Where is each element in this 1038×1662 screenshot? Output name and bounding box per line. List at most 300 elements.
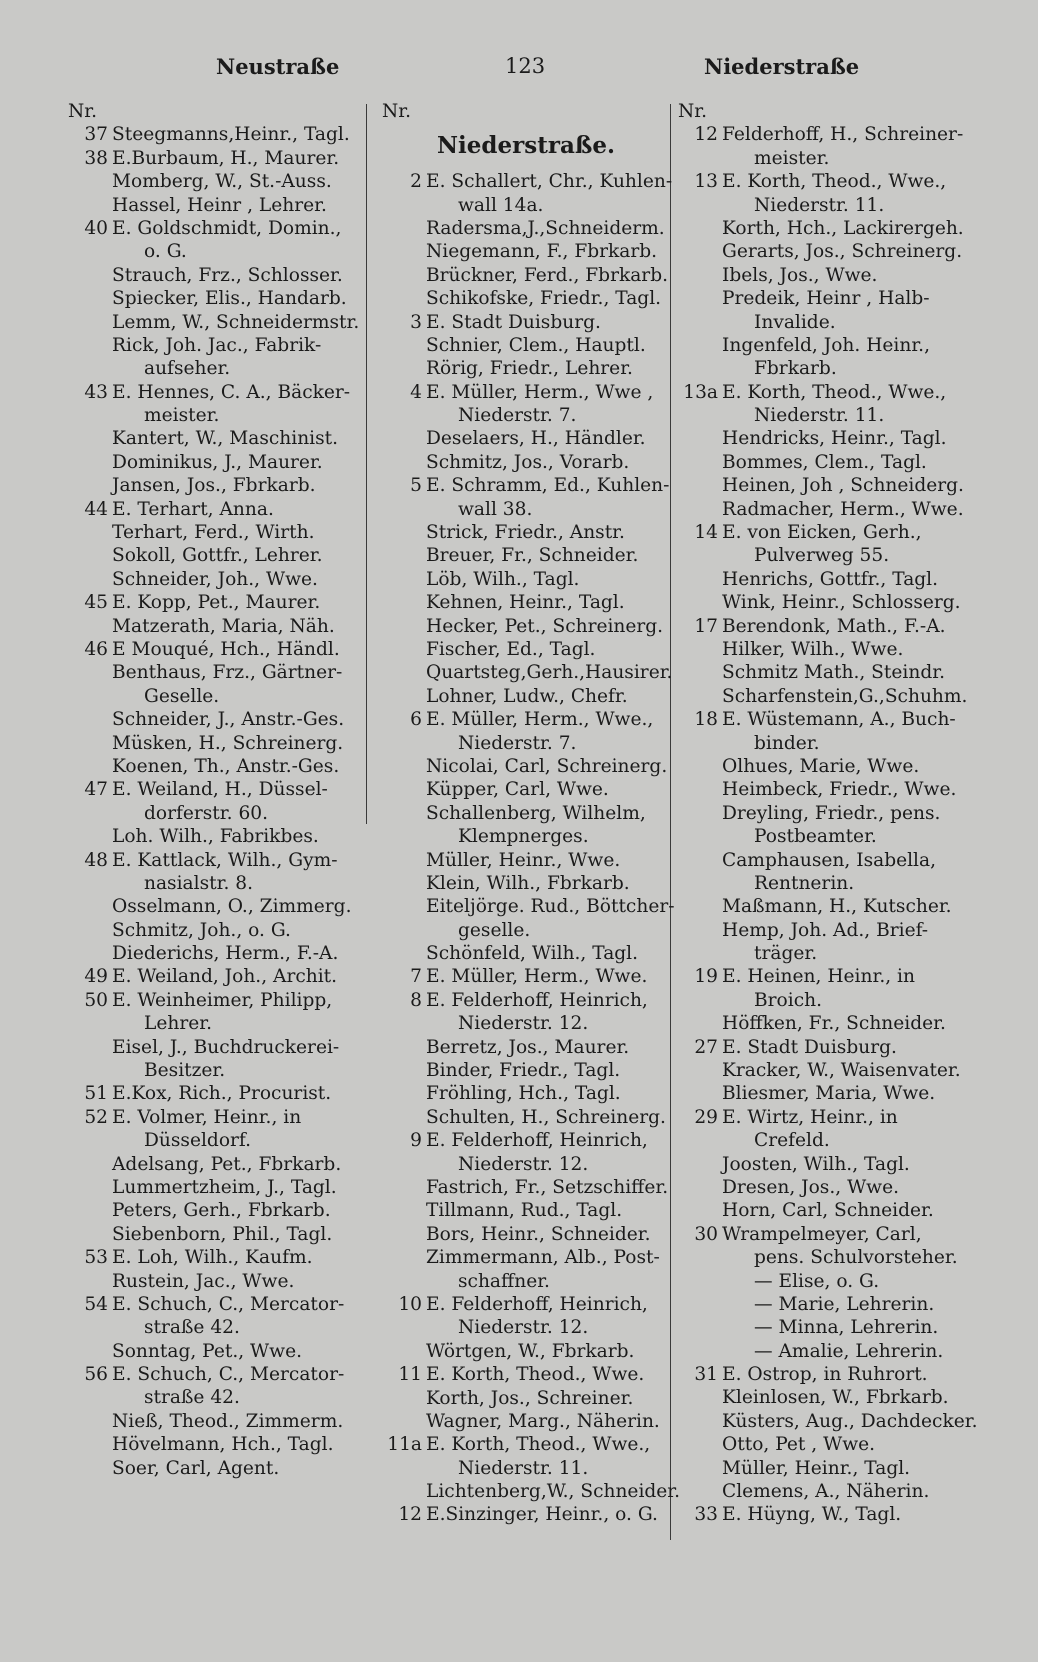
directory-entry <box>68 895 370 918</box>
directory-entry <box>68 474 370 497</box>
entry-text: Spiecker, Elis., Handarb. <box>112 288 347 310</box>
entry-text: Küsters, Aug., Dachdecker. <box>722 1410 978 1432</box>
entry-text: geselle. <box>458 919 531 941</box>
entry-text: Felderhoff, H., Schreiner- <box>722 124 964 146</box>
entry-text: E.Sinzinger, Heinr., o. G. <box>426 1504 658 1526</box>
house-number: 19 <box>694 966 718 988</box>
entry-text: straße 42. <box>144 1387 240 1409</box>
entry-text: straße 42. <box>144 1317 240 1339</box>
entry-text: Strick, Friedr., Anstr. <box>426 522 625 544</box>
directory-entry <box>382 1503 670 1526</box>
directory-entry <box>68 427 370 450</box>
entry-text: Schneider, J., Anstr.-Ges. <box>112 709 345 731</box>
directory-entry <box>382 311 670 334</box>
entry-text: E. Schallert, Chr., Kuhlen- <box>426 171 673 193</box>
entry-text: Lemm, W., Schneidermstr. <box>112 311 360 333</box>
house-number: 48 <box>84 849 108 871</box>
directory-entry <box>68 1363 370 1386</box>
entry-text: — Amalie, Lehrerin. <box>754 1340 944 1362</box>
entry-text: Fröhling, Hch., Tagl. <box>426 1083 621 1105</box>
directory-entry <box>68 498 370 521</box>
house-number: 4 <box>410 381 422 403</box>
entry-text: Hendricks, Heinr., Tagl. <box>722 428 947 450</box>
entry-text: Schallenberg, Wilhelm, <box>426 802 646 824</box>
entry-text: wall 38. <box>458 498 533 520</box>
entry-text: Heimbeck, Friedr., Wwe. <box>722 779 957 801</box>
directory-entry <box>678 1223 968 1246</box>
entry-text: Wink, Heinr., Schlosserg. <box>722 592 961 614</box>
entry-text: E. Felderhoff, Heinrich, <box>426 1293 648 1315</box>
house-number: 9 <box>410 1130 422 1152</box>
entry-text: — Elise, o. G. <box>754 1270 880 1292</box>
entry-text: Korth, Hch., Lackirergeh. <box>722 217 964 239</box>
directory-entry <box>678 802 968 825</box>
house-number: 2 <box>410 171 422 193</box>
nr-label: Nr. <box>68 101 98 122</box>
directory-entry <box>678 965 968 988</box>
entry-text: Bors, Heinr., Schneider. <box>426 1223 651 1245</box>
entry-text: Hemp, Joh. Ad., Brief- <box>722 919 929 941</box>
directory-entry <box>678 1363 968 1386</box>
entry-text: Postbeamter. <box>754 826 877 848</box>
directory-entry <box>678 1199 968 1222</box>
entry-text: Gerarts, Jos., Schreinerg. <box>722 241 963 263</box>
directory-entry <box>382 498 670 521</box>
directory-entry <box>678 1059 968 1082</box>
directory-entry <box>382 334 670 357</box>
directory-entry <box>382 778 670 801</box>
directory-entry <box>382 544 670 567</box>
directory-entry <box>678 661 968 684</box>
directory-entry <box>68 287 370 310</box>
directory-entry <box>68 1199 370 1222</box>
entry-text: E. Terhart, Anna. <box>112 498 274 520</box>
column-2 <box>382 100 681 1527</box>
directory-entry <box>382 240 670 263</box>
entry-text: Klempnerges. <box>458 826 589 848</box>
directory-entry <box>678 311 968 334</box>
directory-entry <box>68 1386 370 1409</box>
entry-text: schaffner. <box>458 1270 550 1292</box>
directory-entry <box>678 1153 968 1176</box>
directory-entry <box>68 170 370 193</box>
column-divider <box>670 104 671 1540</box>
entry-text: Rustein, Jac., Wwe. <box>112 1270 295 1292</box>
entry-text: Diederichs, Herm., F.-A. <box>112 943 339 965</box>
entry-text: Niederstr. 11. <box>458 1457 589 1479</box>
directory-entry <box>382 872 670 895</box>
house-number: 30 <box>694 1223 718 1245</box>
entry-text: Geselle. <box>144 685 220 707</box>
entry-text: meister. <box>144 405 220 427</box>
directory-entry <box>382 451 670 474</box>
entry-text: dorferstr. 60. <box>144 802 269 824</box>
entry-text: Niegemann, F., Fbrkarb. <box>426 241 658 263</box>
house-number: 11 <box>398 1364 422 1386</box>
directory-entry <box>382 1199 670 1222</box>
directory-entry <box>678 685 968 708</box>
entry-text: Tillmann, Rud., Tagl. <box>426 1200 623 1222</box>
directory-entry <box>68 544 370 567</box>
house-number: 6 <box>410 709 422 731</box>
entry-text: Nicolai, Carl, Schreinerg. <box>426 755 668 777</box>
entry-text: — Marie, Lehrerin. <box>754 1293 935 1315</box>
directory-entry <box>678 755 968 778</box>
entry-text: Dominikus, J., Maurer. <box>112 451 323 473</box>
house-number: 17 <box>694 615 718 637</box>
entry-text: Niederstr. 12. <box>458 1013 589 1035</box>
entry-text: Strauch, Frz., Schlosser. <box>112 264 343 286</box>
directory-entry <box>382 685 670 708</box>
directory-entry <box>382 1457 670 1480</box>
directory-entry <box>678 1503 968 1526</box>
directory-entry <box>382 1059 670 1082</box>
directory-entry <box>382 755 670 778</box>
directory-entry <box>68 1340 370 1363</box>
entry-text: Rörig, Friedr., Lehrer. <box>426 358 633 380</box>
entry-text: Lummertzheim, J., Tagl. <box>112 1176 337 1198</box>
entry-text: Eiteljörge. Rud., Böttcher- <box>426 896 675 918</box>
directory-entry <box>68 825 370 848</box>
nr-label: Nr. <box>382 101 412 122</box>
directory-entry <box>382 1433 670 1456</box>
directory-entry <box>382 1082 670 1105</box>
entry-text: E. Müller, Herm., Wwe , <box>426 381 654 403</box>
directory-entry <box>678 615 968 638</box>
entry-text: Fastrich, Fr., Setzschiffer. <box>426 1176 669 1198</box>
entry-text: Maßmann, H., Kutscher. <box>722 896 952 918</box>
entry-text: Müller, Heinr., Tagl. <box>722 1457 911 1479</box>
entry-text: Olhues, Marie, Wwe. <box>722 755 920 777</box>
entry-text: Niederstr. 11. <box>754 194 885 216</box>
directory-entry <box>68 357 370 380</box>
house-number: 3 <box>410 311 422 333</box>
entry-text: Steegmanns,Heinr., Tagl. <box>112 124 350 146</box>
directory-entry <box>68 778 370 801</box>
header-right-street: Niederstraße <box>704 54 860 79</box>
entry-text: Wörtgen, W., Fbrkarb. <box>426 1340 635 1362</box>
directory-entry <box>68 240 370 263</box>
entry-text: Crefeld. <box>754 1130 830 1152</box>
directory-entry <box>68 849 370 872</box>
directory-entry <box>382 1012 670 1035</box>
directory-entry <box>382 217 670 240</box>
entry-text: Dresen, Jos., Wwe. <box>722 1176 900 1198</box>
directory-entry <box>382 1363 670 1386</box>
entry-text: Müller, Heinr., Wwe. <box>426 849 621 871</box>
entry-text: E. Ostrop, in Ruhrort. <box>722 1364 928 1386</box>
entry-text: E. Kattlack, Wilh., Gym- <box>112 849 338 871</box>
directory-entry <box>68 264 370 287</box>
house-number: 40 <box>84 217 108 239</box>
directory-entry <box>678 381 968 404</box>
directory-entry <box>68 1316 370 1339</box>
directory-entry <box>678 1176 968 1199</box>
entry-text: Pulverweg 55. <box>754 545 890 567</box>
entry-text: E. Schuch, C., Mercator- <box>112 1293 345 1315</box>
entry-text: Kantert, W., Maschinist. <box>112 428 339 450</box>
directory-entry <box>68 965 370 988</box>
directory-entry <box>678 1270 968 1293</box>
directory-entry <box>68 1129 370 1152</box>
house-number: 13 <box>694 171 718 193</box>
entry-text: — Minna, Lehrerin. <box>754 1317 939 1339</box>
directory-entry <box>382 1270 670 1293</box>
directory-entry <box>382 895 675 918</box>
entry-text: E. Müller, Herm., Wwe. <box>426 966 648 988</box>
entry-text: E. Volmer, Heinr., in <box>112 1106 302 1128</box>
directory-entry <box>68 381 370 404</box>
house-number: 46 <box>84 638 108 660</box>
section-title: Niederstraße. <box>437 132 615 160</box>
house-number: 5 <box>410 475 422 497</box>
directory-entry <box>678 1316 968 1339</box>
house-number: 52 <box>84 1106 108 1128</box>
house-number: 27 <box>694 1036 718 1058</box>
entry-text: nasialstr. 8. <box>144 872 254 894</box>
directory-entry <box>68 1223 370 1246</box>
house-number: 44 <box>84 498 108 520</box>
directory-entry <box>678 521 968 544</box>
entry-text: Momberg, W., St.-Auss. <box>112 171 332 193</box>
directory-entry <box>678 778 968 801</box>
entry-text: E. Korth, Theod., Wwe., <box>722 381 947 403</box>
entry-text: E. Korth, Theod., Wwe., <box>426 1434 651 1456</box>
entry-text: Camphausen, Isabella, <box>722 849 936 871</box>
directory-entry <box>68 661 370 684</box>
entry-text: Rick, Joh. Jac., Fabrik- <box>112 334 322 356</box>
directory-entry <box>678 474 968 497</box>
house-number: 11a <box>387 1434 422 1456</box>
directory-entry <box>678 1340 968 1363</box>
directory-entry <box>68 1059 370 1082</box>
entry-text: wall 14a. <box>458 194 544 216</box>
house-number: 10 <box>398 1293 422 1315</box>
directory-entry <box>678 708 968 731</box>
directory-entry <box>382 194 670 217</box>
directory-entry <box>382 1410 670 1433</box>
entry-text: Predeik, Heinr , Halb- <box>722 288 930 310</box>
directory-entry <box>382 264 670 287</box>
entry-text: Heinen, Joh , Schneiderg. <box>722 475 964 497</box>
header-left-street: Neustraße <box>216 54 340 79</box>
entry-text: Ingenfeld, Joh. Heinr., <box>722 334 931 356</box>
directory-entry <box>68 334 370 357</box>
entry-text: Fischer, Ed., Tagl. <box>426 639 596 660</box>
directory-entry <box>678 1246 968 1269</box>
entry-text: E. Hennes, C. A., Bäcker- <box>112 381 351 403</box>
directory-entry <box>678 123 968 146</box>
directory-entry <box>68 1246 370 1269</box>
directory-entry <box>678 498 968 521</box>
entry-text: Benthaus, Frz., Gärtner- <box>112 662 343 684</box>
directory-entry <box>382 638 670 661</box>
directory-entry <box>382 919 670 942</box>
entry-text: E. Stadt Duisburg. <box>722 1036 897 1058</box>
directory-entry <box>382 1293 670 1316</box>
entry-text: Osselmann, O., Zimmerg. <box>112 896 352 918</box>
entry-text: Radmacher, Herm., Wwe. <box>722 498 964 520</box>
entry-text: Sokoll, Gottfr., Lehrer. <box>112 545 323 567</box>
entry-text: Loh. Wilh., Fabrikbes. <box>112 826 319 848</box>
house-number: 49 <box>84 966 108 988</box>
entry-text: binder. <box>754 732 820 754</box>
entry-text: Niederstr. 12. <box>458 1317 589 1339</box>
directory-entry <box>382 591 670 614</box>
entry-text: E. Müller, Herm., Wwe., <box>426 709 654 731</box>
entry-text: Terhart, Ferd., Wirth. <box>112 522 315 544</box>
directory-entry <box>382 1387 670 1410</box>
entry-text: Schmitz, Jos., Vorarb. <box>426 451 630 473</box>
house-number: 14 <box>694 522 718 544</box>
entry-text: E.Kox, Rich., Procurist. <box>112 1083 332 1105</box>
directory-entry <box>678 147 968 170</box>
directory-entry <box>68 802 370 825</box>
entry-text: Schnier, Clem., Hauptl. <box>426 334 646 356</box>
house-number: 50 <box>84 989 108 1011</box>
entry-text: Kleinlosen, W., Fbrkarb. <box>722 1387 949 1409</box>
entry-text: Zimmermann, Alb., Post- <box>426 1247 660 1269</box>
entry-text: E. Weiland, Joh., Archit. <box>112 966 338 988</box>
house-number: 43 <box>84 381 108 403</box>
entry-text: Brückner, Ferd., Fbrkarb. <box>426 264 669 286</box>
entry-text: aufseher. <box>144 358 231 380</box>
directory-entry <box>678 1036 968 1059</box>
directory-entry <box>68 755 370 778</box>
entry-text: E Mouqué, Hch., Händl. <box>112 638 340 660</box>
directory-entry <box>678 1480 968 1503</box>
house-number: 51 <box>84 1083 108 1105</box>
directory-entry <box>68 1293 370 1316</box>
directory-entry <box>382 1316 670 1339</box>
entry-text: Nieß, Theod., Zimmerm. <box>112 1410 344 1432</box>
directory-entry <box>68 1153 370 1176</box>
entry-text: Bommes, Clem., Tagl. <box>722 451 927 473</box>
directory-entry <box>678 357 968 380</box>
entry-text: Schönfeld, Wilh., Tagl. <box>426 943 639 965</box>
directory-entry <box>382 661 673 684</box>
directory-entry <box>382 1176 670 1199</box>
entry-text: Soer, Carl, Agent. <box>112 1457 280 1479</box>
entry-text: träger. <box>754 943 818 965</box>
entry-text: Kracker, W., Waisenvater. <box>722 1060 961 1082</box>
directory-entry <box>68 685 370 708</box>
house-number: 13a <box>683 381 718 403</box>
entry-text: E. Felderhoff, Heinrich, <box>426 1130 648 1152</box>
directory-entry <box>678 170 968 193</box>
house-number: 54 <box>84 1293 108 1315</box>
entry-text: Koenen, Th., Anstr.-Ges. <box>112 755 340 777</box>
entry-text: Bliesmer, Maria, Wwe. <box>722 1083 936 1105</box>
directory-entry <box>678 895 968 918</box>
nr-label: Nr. <box>678 101 708 122</box>
directory-entry <box>678 544 968 567</box>
entry-text: Besitzer. <box>144 1060 226 1082</box>
entry-text: Höffken, Fr., Schneider. <box>722 1013 946 1035</box>
directory-entry <box>68 404 370 427</box>
entry-text: Schmitz, Joh., o. G. <box>112 919 291 941</box>
directory-entry <box>678 1106 968 1129</box>
entry-text: E. Schuch, C., Mercator- <box>112 1364 345 1386</box>
directory-entry <box>678 872 968 895</box>
directory-entry <box>382 708 670 731</box>
entry-text: E. Stadt Duisburg. <box>426 311 601 333</box>
directory-entry <box>68 311 370 334</box>
entry-text: E. Hüyng, W., Tagl. <box>722 1504 902 1526</box>
entry-text: Breuer, Fr., Schneider. <box>426 545 639 567</box>
directory-entry <box>382 1223 670 1246</box>
entry-text: Dreyling, Friedr., pens. <box>722 802 941 824</box>
directory-entry <box>68 1082 370 1105</box>
entry-text: E. Schramm, Ed., Kuhlen- <box>426 475 670 497</box>
entry-text: Adelsang, Pet., Fbrkarb. <box>112 1153 342 1175</box>
directory-entry <box>678 1410 978 1433</box>
directory-entry <box>678 427 968 450</box>
directory-entry <box>68 147 370 170</box>
directory-entry <box>678 451 968 474</box>
entry-text: Hassel, Heinr , Lehrer. <box>112 194 327 216</box>
directory-entry <box>678 591 968 614</box>
entry-text: Scharfenstein,G.,Schuhm. <box>722 685 968 707</box>
directory-entry <box>382 404 670 427</box>
directory-entry <box>382 615 670 638</box>
directory-entry <box>68 1433 370 1456</box>
entry-text: Peters, Gerh., Fbrkarb. <box>112 1200 331 1222</box>
entry-text: Matzerath, Maria, Näh. <box>112 615 335 637</box>
entry-text: Wrampelmeyer, Carl, <box>722 1223 922 1245</box>
entry-text: Otto, Pet , Wwe. <box>722 1434 876 1456</box>
entry-text: E. Korth, Theod., Wwe., <box>722 171 947 193</box>
entry-text: Wagner, Marg., Näherin. <box>426 1410 660 1432</box>
house-number: 31 <box>694 1364 718 1386</box>
entry-text: Schmitz Math., Steindr. <box>722 662 945 684</box>
entry-text: Schneider, Joh., Wwe. <box>112 568 318 590</box>
entry-text: Hecker, Pet., Schreinerg. <box>426 615 664 637</box>
entry-text: Löb, Wilh., Tagl. <box>426 568 580 590</box>
directory-entry <box>382 568 670 591</box>
directory-entry <box>382 965 670 988</box>
entry-text: E. Heinen, Heinr., in <box>722 966 915 988</box>
entry-text: Küpper, Carl, Wwe. <box>426 779 609 801</box>
directory-entry <box>68 1176 370 1199</box>
directory-entry <box>68 1012 370 1035</box>
house-number: 45 <box>84 592 108 614</box>
directory-entry <box>68 1036 370 1059</box>
directory-entry <box>68 217 370 240</box>
directory-entry <box>678 334 968 357</box>
entry-text: Ibels, Jos., Wwe. <box>722 264 878 286</box>
entry-text: Invalide. <box>754 311 836 333</box>
entry-text: Lichtenberg,W., Schneider. <box>426 1481 681 1503</box>
entry-text: meister. <box>754 147 830 169</box>
page-header <box>0 54 1038 86</box>
directory-entry <box>382 1480 681 1503</box>
page-number: 123 <box>505 54 546 78</box>
house-number: 37 <box>84 124 108 146</box>
house-number: 56 <box>84 1364 108 1386</box>
entry-text: Niederstr. 12. <box>458 1153 589 1175</box>
house-number: 7 <box>410 966 422 988</box>
directory-entry <box>68 615 370 638</box>
directory-entry <box>68 568 370 591</box>
directory-entry <box>382 427 670 450</box>
entry-text: Jansen, Jos., Fbrkarb. <box>112 475 316 497</box>
directory-entry <box>68 872 370 895</box>
entry-text: Fbrkarb. <box>754 358 837 380</box>
directory-entry <box>678 732 968 755</box>
directory-entry <box>678 942 968 965</box>
house-number: 33 <box>694 1504 718 1526</box>
